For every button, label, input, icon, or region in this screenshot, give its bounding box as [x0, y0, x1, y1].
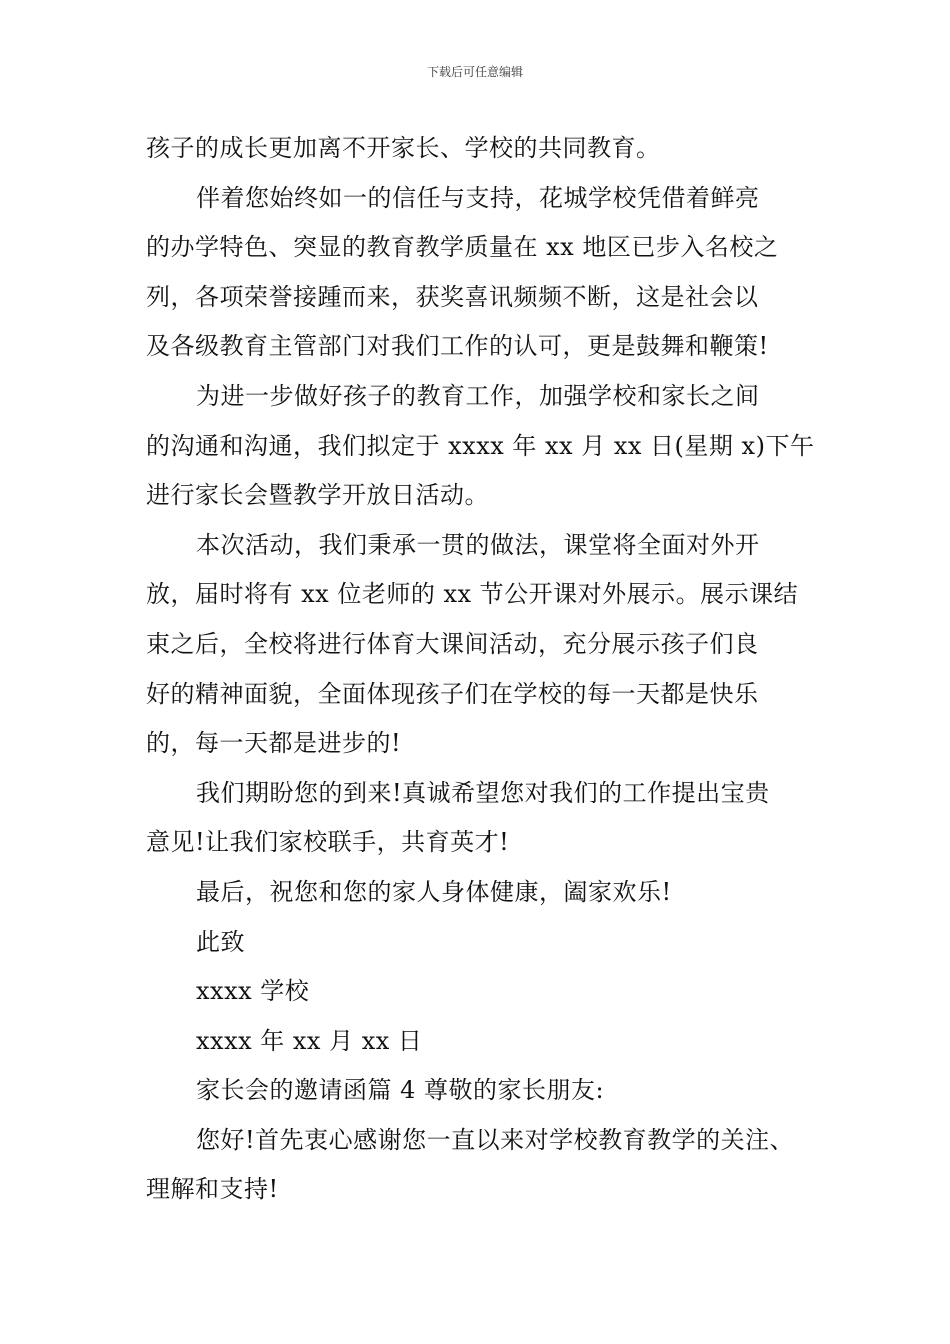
text-line: 的沟通和沟通，我们拟定于 xxxx 年 xx 月 xx 日(星期 x)下午 [146, 431, 815, 460]
text-line: 放，届时将有 xx 位老师的 xx 节公开课对外展示。展示课结 [146, 580, 799, 609]
text-line: xxxx 学校 [196, 977, 310, 1006]
page-header: 下载后可任意编辑 [426, 65, 523, 79]
text-line: 列，各项荣誉接踵而来，获奖喜讯频频不断，这是社会以 [146, 282, 759, 311]
text-line: 孩子的成长更加离不开家长、学校的共同教育。 [146, 134, 661, 162]
text-line: 束之后，全校将进行体育大课间活动，充分展示孩子们良 [146, 629, 759, 658]
text-line: xxxx 年 xx 月 xx 日 [196, 1026, 423, 1055]
text-line: 为进一步做好孩子的教育工作，加强学校和家长之间 [196, 381, 760, 410]
text-line: 伴着您始终如一的信任与支持，花城学校凭借着鲜亮 [196, 183, 760, 212]
text-line: 的办学特色、突显的教育教学质量在 xx 地区已步入名校之 [146, 233, 779, 262]
text-line: 您好!首先衷心感谢您一直以来对学校教育教学的关注、 [196, 1125, 795, 1154]
text-line: 理解和支持! [146, 1175, 279, 1204]
text-line: 好的精神面貌，全面体现孩子们在学校的每一天都是快乐 [146, 679, 759, 708]
text-line: 进行家长会暨教学开放日活动。 [146, 481, 489, 510]
text-line: 意见!让我们家校联手，共育英才! [146, 828, 510, 857]
document-body [146, 124, 826, 1215]
text-line: 本次活动，我们秉承一贯的做法，课堂将全面对外开 [196, 530, 760, 559]
text-line: 此致 [196, 927, 245, 956]
text-line: 的，每一天都是进步的! [146, 729, 402, 758]
text-line: 最后，祝您和您的家人身体健康，阖家欢乐! [196, 877, 672, 906]
text-line: 家长会的邀请函篇 4 尊敬的家长朋友: [196, 1076, 605, 1105]
text-line: 我们期盼您的到来!真诚希望您对我们的工作提出宝贵 [196, 778, 770, 807]
text-line: 及各级教育主管部门对我们工作的认可，更是鼓舞和鞭策! [146, 332, 769, 361]
